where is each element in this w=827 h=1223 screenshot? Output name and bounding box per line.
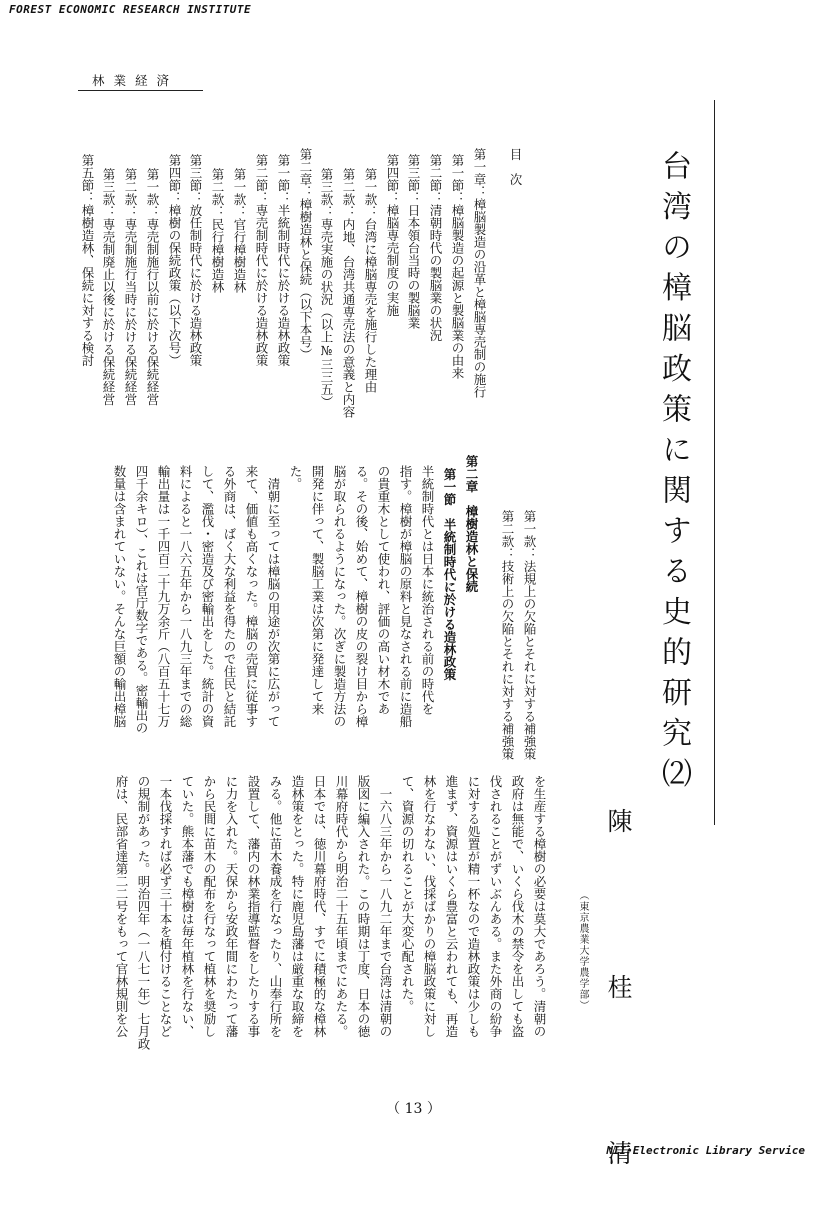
body-line: 脳が取られるようになった。次ぎに製造方法の	[332, 465, 347, 728]
toc-item: 第二款：専売制施行当時に於ける保続経営	[123, 168, 138, 406]
chapter-heading: 第二章 樟樹造林と保続	[464, 455, 479, 593]
body-line: 林を行なわない、伐採ばかりの樟脳政策に対し	[422, 775, 437, 1038]
toc-item: 第二款：技術上の欠陥とそれに対する補強策	[500, 510, 515, 760]
body-line: 半統制時代とは日本に統治される前の時代を	[420, 465, 435, 715]
body-line: る。その後、始めて、樟樹の皮の裂け目から樟	[354, 465, 369, 728]
journal-underline	[78, 90, 203, 91]
body-line: 設置して、藩内の林業指導監督をしたりする事	[246, 775, 261, 1038]
journal-name: 林業経済	[92, 73, 179, 88]
body-line: 造林策をとった。特に鹿児島藩は厳重な取締を	[290, 775, 305, 1038]
toc-item: 第一節：半統制時代に於ける造林政策	[276, 154, 291, 367]
body-line: 進まず、資源はいくら豊富と云われても、再造	[444, 775, 459, 1038]
body-line: 版図に編入された。この時期は丁度、日本の徳	[356, 775, 371, 1038]
page-number: （ 13 ）	[386, 1101, 441, 1117]
body-line: 一六八三年から一八九二年まで台湾は清朝の	[378, 775, 393, 1038]
toc-item: 第二款：民行樟樹造林	[210, 168, 225, 293]
author-affiliation: （東京農業大学農学部）	[577, 890, 588, 1011]
body-line: の規制があった。明治四年（一八七一年）七月政	[136, 775, 151, 1050]
body-line: の貴重木として使われ、評価の高い材木であ	[376, 465, 391, 715]
toc-item: 第一款：専売制施行以前に於ける保続経営	[145, 168, 160, 406]
body-line: 府は、民部省達第二二号をもって官林規則を公	[114, 775, 129, 1038]
toc-item: 第一款：法規上の欠陥とそれに対する補強策	[522, 510, 537, 760]
title-rule	[714, 100, 715, 825]
body-line: 来て、価値も高くなった。樟脳の売買に従事す	[244, 465, 259, 728]
body-line: 四千余キロ）、これは官庁数字である。密輸出の	[134, 465, 149, 734]
toc-item: 第四節：樟樹の保続政策（以下次号）	[167, 154, 182, 367]
body-line: 開発に伴って、製脳工業は次第に発達して来	[310, 465, 325, 715]
section-heading: 第一節 半統制時代に於ける造林政策	[442, 468, 457, 681]
body-line: 日本では、徳川幕府時代、すでに積極的な樟林	[312, 775, 327, 1038]
toc-item: 第二款：内地、台湾共通専売法の意義と内容	[341, 168, 356, 418]
toc-item: 第三節：日本領台当時の製脳業	[406, 154, 421, 329]
toc-item: 第三節：放任制時代に於ける造林政策	[188, 154, 203, 367]
toc-item: 第四節：樟脳専売制度の実施	[385, 154, 400, 317]
institute-header: FOREST ECONOMIC RESEARCH INSTITUTE	[9, 3, 252, 16]
author-name: 陳 桂 清	[604, 808, 633, 1223]
body-line: から民間に苗木の配布を行なって植林を奨励し	[202, 775, 217, 1038]
toc-item: 第二節：清朝時代の製脳業の状況	[428, 154, 443, 342]
toc-item: 第一款：台湾に樟脳専売を施行した理由	[363, 168, 378, 393]
body-line: に力を入れた。天保から安政年間にわたって藩	[224, 775, 239, 1038]
body-line: 清朝に至っては樟脳の用途が次第に広がって	[266, 465, 281, 728]
toc-item: 第一節：樟脳製造の起源と製脳業の由来	[450, 154, 465, 379]
toc-item: 第二節：専売制時代に於ける造林政策	[254, 154, 269, 367]
body-line: して、濫伐・密造及び密輸出をした。統計の資	[200, 465, 215, 728]
article-title: 台湾の樟脳政策に関する史的研究⑵	[656, 150, 691, 798]
body-line: て、資源の切れることが大変心配された。	[400, 775, 415, 1013]
body-line: を生産する樟樹の必要は莫大であろう。清朝の	[532, 775, 547, 1038]
body-line: る外商は、ばく大な利益を得たので住民と結託	[222, 465, 237, 728]
body-line: 政府は無能で、いくら伐木の禁令を出しても盗	[510, 775, 525, 1038]
body-line: ていた。熊本藩でも樟樹は毎年植林を行ない、	[180, 775, 195, 1038]
body-line: 料によると一八六五年から一八九三年までの総	[178, 465, 193, 728]
body-line: 一本伐採すれば必ず三十本を植付けることなど	[158, 775, 173, 1038]
toc-item: 第三款：専売制廃止以後に於ける保続経営	[101, 168, 116, 406]
toc-item: 第五節：樟樹造林、保続に対する検討	[80, 154, 95, 367]
body-line: 伐されることがずいぶんある。また外商の紛争	[488, 775, 503, 1038]
body-line: に対する処置が精一杯なので造林政策は少しも	[466, 775, 481, 1038]
toc-item: 第二章：樟樹造林と保続（以下本号）	[298, 148, 313, 361]
body-line: 数量は含まれていない。そんな巨額の輸出樟脳	[112, 465, 127, 728]
body-line: た。	[288, 465, 303, 490]
nii-footer: NII-Electronic Library Service	[606, 1144, 805, 1157]
toc-item: 第一款：官行樟樹造林	[232, 168, 247, 293]
body-line: みる。他に苗木養成を行なったり、山奉行所を	[268, 775, 283, 1038]
toc-item: 第三款：専売実施の状況（以上№三三五）	[319, 168, 334, 408]
body-line: 川幕府時代から明治二十五年頃までにあたる。	[334, 775, 349, 1038]
body-line: 輸出量は一千四百二十九万余斤（八百五十七万	[156, 465, 171, 728]
toc-heading: 目 次	[508, 148, 523, 186]
toc-item: 第一章：樟脳製造の沿革と樟脳専売制の施行	[472, 148, 487, 398]
body-line: 指す。樟樹が樟脳の原料と見なされる前に造船	[398, 465, 413, 728]
